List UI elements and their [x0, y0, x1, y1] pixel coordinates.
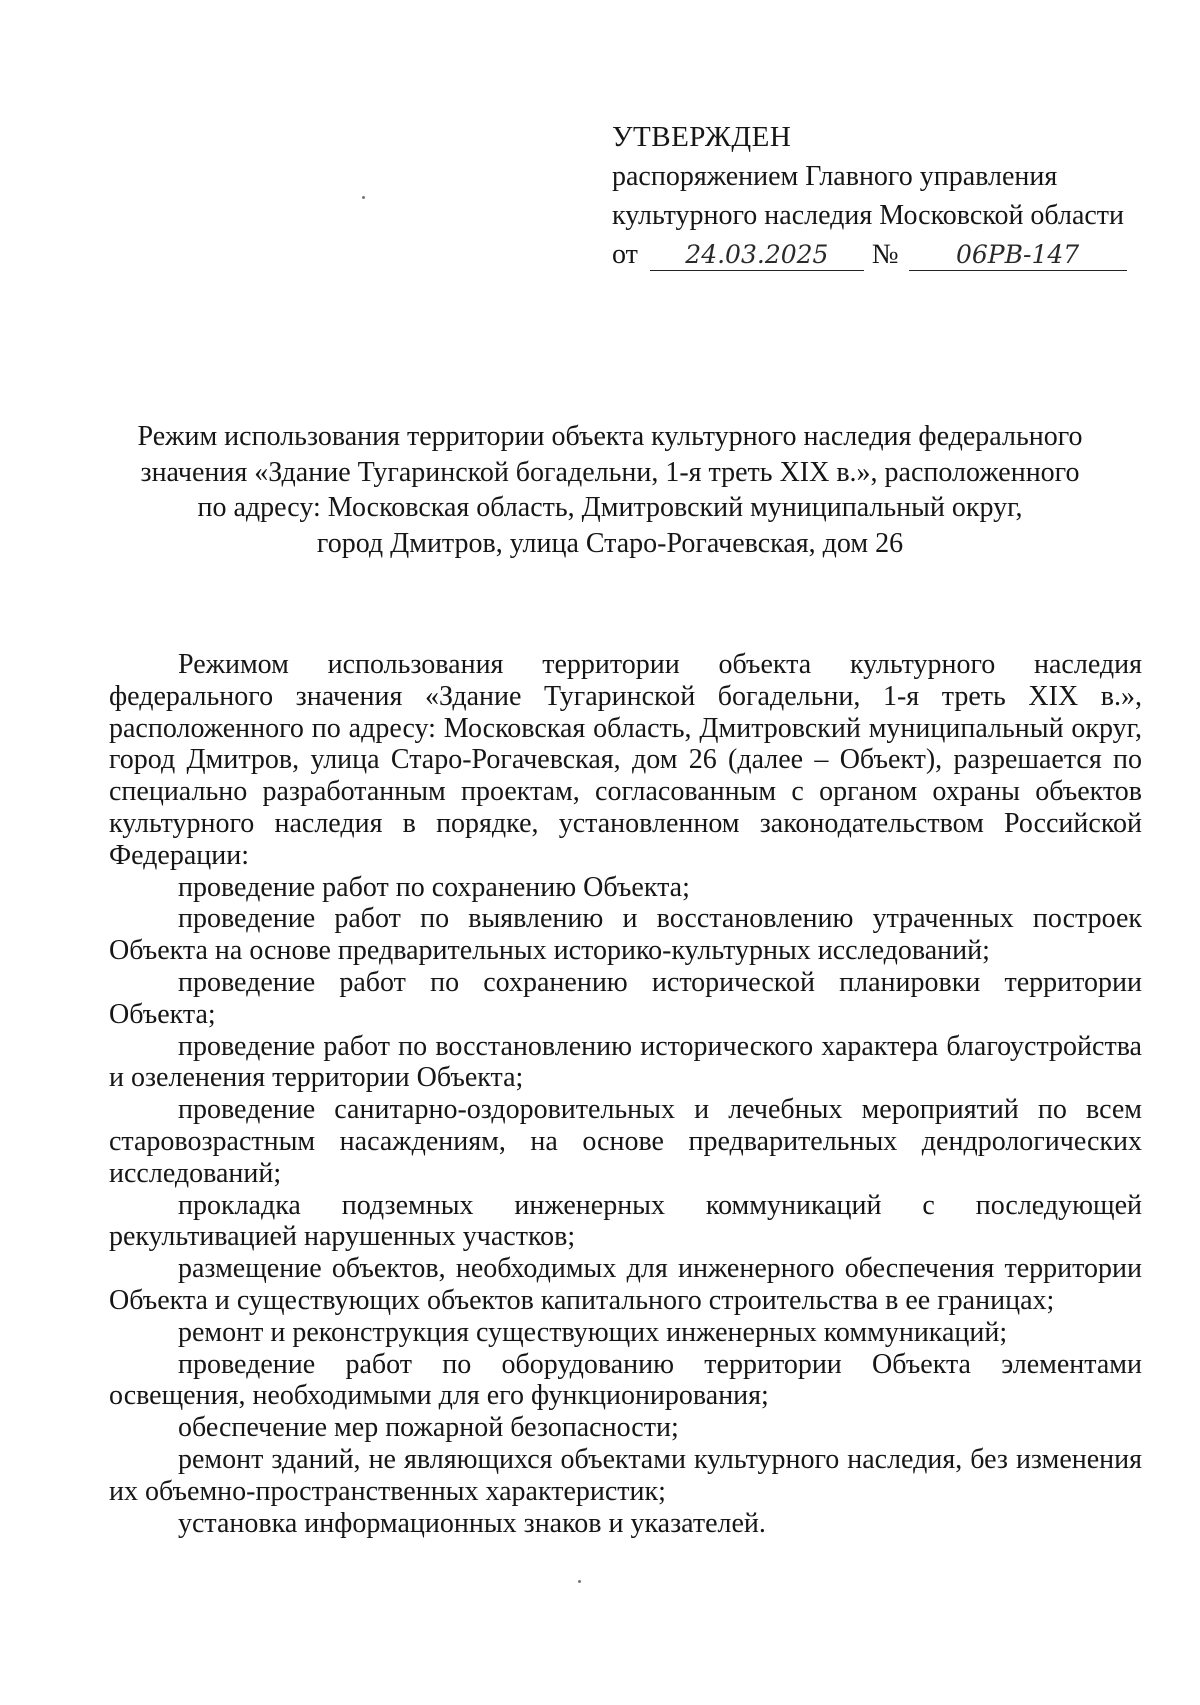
document-body	[109, 649, 1142, 1539]
approval-signature-row	[612, 235, 1172, 274]
handwritten-number: 06РВ-147	[909, 240, 1127, 271]
intro-paragraph: Режимом использования территории объекта культурного наследия федерального значения «Здание Тугаринской богадельни, 1-я треть XIX в.», расположенного по адресу: Московская область, Дмитровский муниципальный округ, город Дмитров, улица Старо-Рогачевская, дом 26 (далее – Объект), разрешается по специально разработанным проектам, согласованным с органом охраны объектов культурного наследия в порядке, установленном законодательством Российской Федерации:	[109, 649, 1142, 871]
list-item: обеспечение мер пожарной безопасности;	[178, 1412, 679, 1444]
document-heading	[120, 419, 1100, 561]
list-item: проведение работ по сохранению Объекта;	[178, 871, 690, 903]
list-item: проведение работ по восстановлению исторического характера благоустройства и озеленения территории Объекта;	[109, 1030, 1142, 1094]
handwritten-date: 24.03.2025	[650, 240, 864, 271]
list-item: прокладка подземных инженерных коммуникаций с последующей рекультивацией нарушенных участков;	[109, 1189, 1142, 1253]
list-item: проведение работ по оборудованию территории Объекта элементами освещения, необходимыми для его функционирования;	[109, 1348, 1142, 1412]
approval-line-1: распоряжением Главного управления	[612, 161, 1058, 192]
approval-title: УТВЕРЖДЕН	[612, 121, 792, 153]
approval-stamp	[612, 118, 1172, 274]
number-label: №	[871, 239, 899, 270]
scan-speck	[362, 196, 365, 199]
heading-line-4: город Дмитров, улица Старо-Рогачевская, дом 26	[316, 527, 904, 559]
list-item: ремонт зданий, не являющихся объектами культурного наследия, без изменения их объемно-пространственных характеристик;	[109, 1443, 1142, 1507]
approval-line-2: культурного наследия Московской области	[612, 200, 1125, 231]
list-item: ремонт и реконструкция существующих инженерных коммуникаций;	[178, 1316, 1008, 1348]
heading-line-3: по адресу: Московская область, Дмитровский муниципальный округ,	[197, 492, 1023, 523]
list-item: установка информационных знаков и указателей.	[178, 1507, 766, 1539]
list-item: проведение работ по выявлению и восстановлению утраченных построек Объекта на основе предварительных историко-культурных исследований;	[109, 903, 1142, 967]
scan-speck	[578, 1580, 581, 1583]
list-item: проведение работ по сохранению исторической планировки территории Объекта;	[109, 966, 1142, 1030]
list-item: размещение объектов, необходимых для инженерного обеспечения территории Объекта и существующих объектов капитального строительства в ее границах;	[109, 1253, 1142, 1316]
heading-line-1: Режим использования территории объекта культурного наследия федерального	[137, 421, 1083, 452]
heading-line-2: значения «Здание Тугаринской богадельни, 1-я треть XIX в.», расположенного	[140, 456, 1080, 488]
list-item: проведение санитарно-оздоровительных и лечебных мероприятий по всем старовозрастным насаждениям, на основе предварительных дендрологических исследований;	[109, 1094, 1142, 1189]
from-label: от	[612, 239, 638, 270]
